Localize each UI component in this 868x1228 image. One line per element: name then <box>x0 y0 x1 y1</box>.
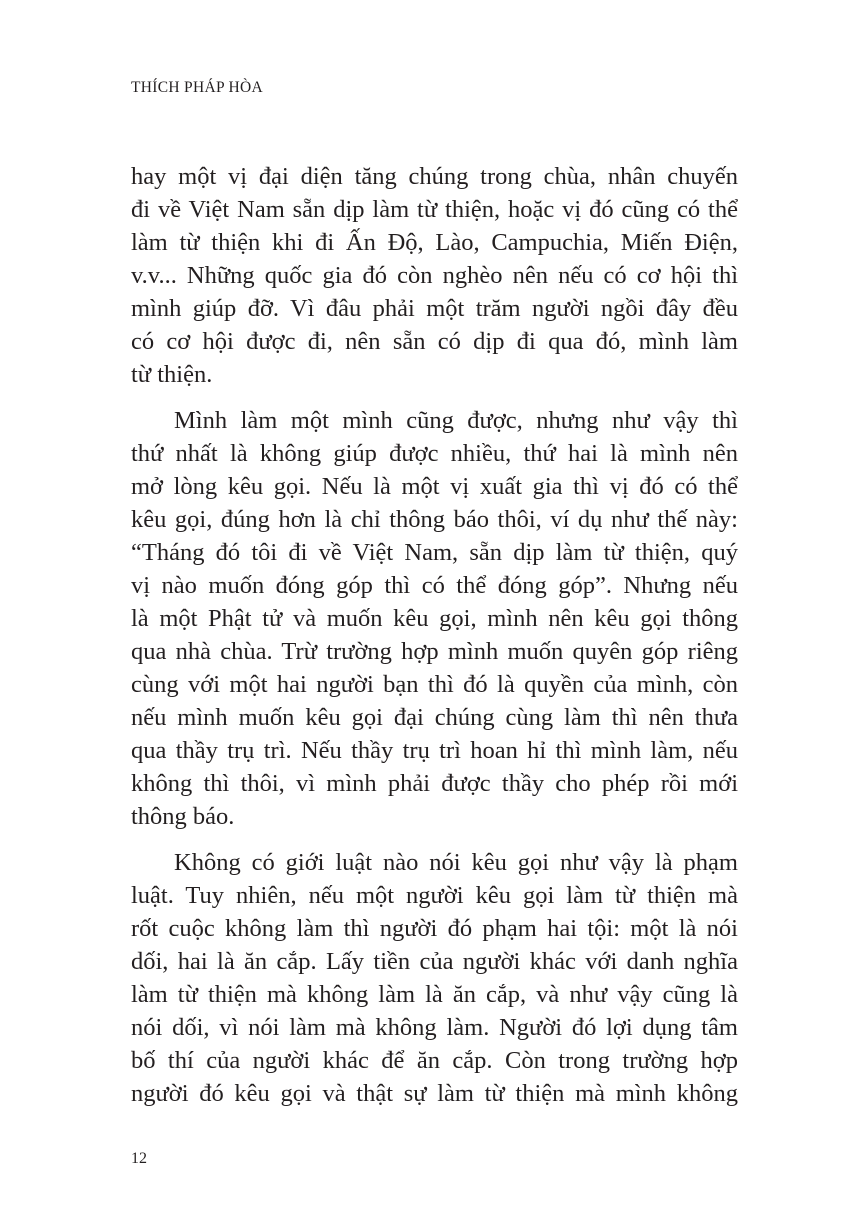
text-line: bố thí của người khác để ăn cắp. Còn trong trường hợp <box>131 1047 738 1074</box>
text-line: hay một vị đại diện tăng chúng trong chùa, nhân chuyến <box>131 163 738 190</box>
text-line: làm từ thiện khi đi Ấn Độ, Lào, Campuchia, Miến Điện, <box>131 229 738 256</box>
body-text <box>131 160 738 1123</box>
text-line: nếu mình muốn kêu gọi đại chúng cùng làm thì nên thưa <box>131 704 738 731</box>
text-line: người đó kêu gọi và thật sự làm từ thiện mà mình không <box>131 1080 738 1107</box>
page-number: 12 <box>131 1150 147 1167</box>
running-header: THÍCH PHÁP HÒA <box>131 79 263 96</box>
text-line: rốt cuộc không làm thì người đó phạm hai tội: một là nói <box>131 915 738 942</box>
text-line: không thì thôi, vì mình phải được thầy cho phép rồi mới <box>131 770 738 797</box>
text-line: đi về Việt Nam sẵn dịp làm từ thiện, hoặc vị đó cũng có thể <box>131 196 738 223</box>
paragraph <box>131 160 738 391</box>
text-line: nói dối, vì nói làm mà không làm. Người đó lợi dụng tâm <box>131 1014 738 1041</box>
text-line: là một Phật tử và muốn kêu gọi, mình nên kêu gọi thông <box>131 605 738 632</box>
text-line: mình giúp đỡ. Vì đâu phải một trăm người ngồi đây đều <box>131 295 738 322</box>
text-line: thứ nhất là không giúp được nhiều, thứ hai là mình nên <box>131 440 738 467</box>
text-line: cùng với một hai người bạn thì đó là quyền của mình, còn <box>131 671 738 698</box>
text-line: dối, hai là ăn cắp. Lấy tiền của người khác với danh nghĩa <box>131 948 738 975</box>
text-line: có cơ hội được đi, nên sẵn có dịp đi qua đó, mình làm <box>131 328 738 355</box>
text-line: qua thầy trụ trì. Nếu thầy trụ trì hoan hỉ thì mình làm, nếu <box>131 737 738 764</box>
text-line: qua nhà chùa. Trừ trường hợp mình muốn quyên góp riêng <box>131 638 738 665</box>
text-line: kêu gọi, đúng hơn là chỉ thông báo thôi, ví dụ như thế này: <box>131 506 738 533</box>
text-line: v.v... Những quốc gia đó còn nghèo nên nếu có cơ hội thì <box>131 262 738 289</box>
text-line: Không có giới luật nào nói kêu gọi như vậy là phạm <box>174 849 738 876</box>
text-line: “Tháng đó tôi đi về Việt Nam, sẵn dịp làm từ thiện, quý <box>131 539 738 566</box>
text-line: làm từ thiện mà không làm là ăn cắp, và như vậy cũng là <box>131 981 738 1008</box>
paragraph <box>131 846 738 1110</box>
paragraph <box>131 404 738 833</box>
text-line: luật. Tuy nhiên, nếu một người kêu gọi làm từ thiện mà <box>131 882 738 909</box>
text-line: vị nào muốn đóng góp thì có thể đóng góp”. Nhưng nếu <box>131 572 738 599</box>
text-line: thông báo. <box>131 803 235 830</box>
text-line: từ thiện. <box>131 361 213 388</box>
text-line: Mình làm một mình cũng được, nhưng như vậy thì <box>174 407 738 434</box>
text-line: mở lòng kêu gọi. Nếu là một vị xuất gia thì vị đó có thể <box>131 473 738 500</box>
